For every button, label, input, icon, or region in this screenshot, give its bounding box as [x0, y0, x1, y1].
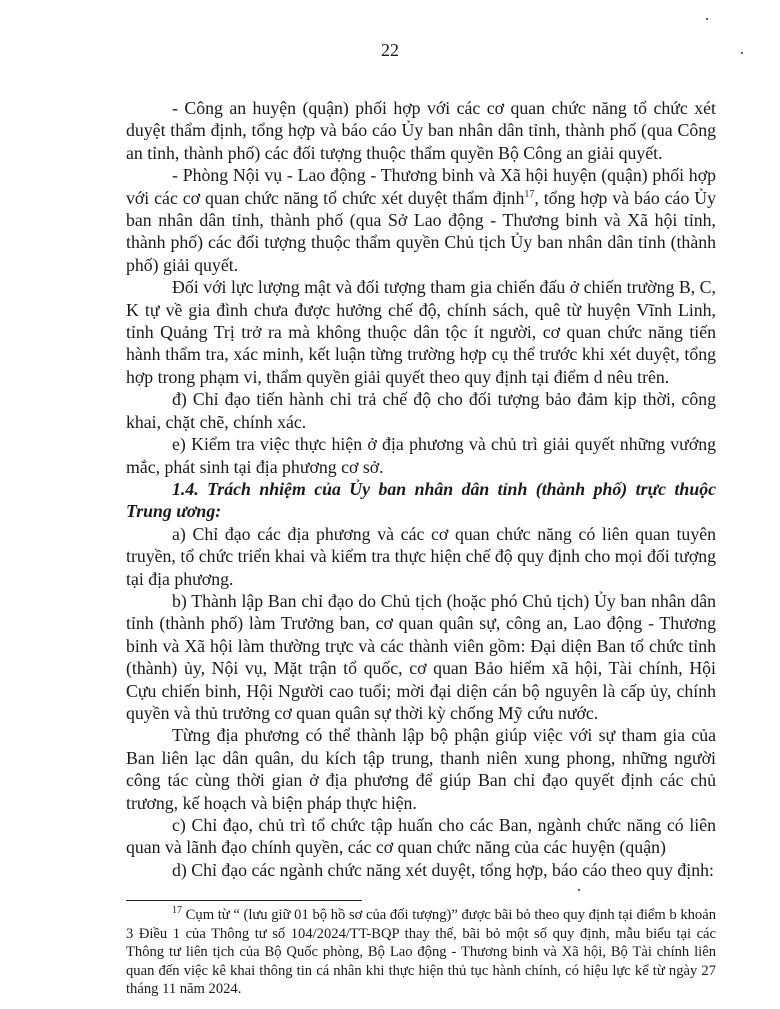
scan-speck — [578, 889, 580, 891]
paragraph: e) Kiểm tra việc thực hiện ở địa phương và chủ trì giải quyết những vướng mắc, phát sinh tại địa phương cơ sở. — [126, 434, 716, 477]
scan-speck — [741, 52, 743, 54]
paragraph: đ) Chỉ đạo tiến hành chi trả chế độ cho đối tượng bảo đảm kịp thời, công khai, chặt chẽ, chính xác. — [126, 389, 716, 432]
paragraph-part: , tổng hợp và báo cáo Ủy ban nhân dân tỉnh, thành phố (qua Sở Lao động - Thương binh và Xã hội tỉnh, thành phố) các đối tượng thuộc thẩm quyền Chủ tịch Ủy ban nhân dân tỉnh (thành phố) giải quyết. — [126, 187, 716, 275]
footnote-marker: 17 — [172, 905, 182, 917]
section-heading: 1.4. Trách nhiệm của Ủy ban nhân dân tỉnh (thành phố) trực thuộc Trung ương: — [126, 478, 716, 522]
footnote-text: Cụm từ “ (lưu giữ 01 bộ hồ sơ của đối tượng)” được bãi bỏ theo quy định tại điểm b khoản 3 Điều 1 của Thông tư số 104/2024/TT-BQP thay thế, bãi bỏ một số quy định, mẫu biểu tại các Thông tư liên tịch của Bộ Quốc phòng, Bộ Lao động - Thương binh và Xã hội, Bộ Tài chính liên quan đến việc kê khai thông tin cá nhân khi thực hiện thủ tục hành chính, có hiệu lực kể từ ngày 27 tháng 11 năm 2024. — [126, 907, 716, 998]
paragraph: d) Chỉ đạo các ngành chức năng xét duyệt, tổng hợp, báo cáo theo quy định: — [172, 859, 714, 880]
scan-speck — [706, 18, 708, 20]
paragraph-part: - Phòng Nội vụ - Lao động - Thương binh và Xã hội huyện (quận) phối hợp với các cơ quan chức năng tổ chức xét duyệt thẩm định — [126, 165, 716, 208]
footnote — [126, 906, 716, 999]
paragraph: - Công an huyện (quận) phối hợp với các cơ quan chức năng tổ chức xét duyệt thẩm định, tổng hợp và báo cáo Ủy ban nhân dân tỉnh, thành phố (qua Công an tỉnh, thành phố) các đối tượng thuộc thẩm quyền Bộ Công an giải quyết. — [126, 98, 716, 163]
paragraph: c) Chỉ đạo, chủ trì tổ chức tập huấn cho các Ban, ngành chức năng có liên quan và lãnh đạo chính quyền, các cơ quan chức năng của các huyện (quận) — [126, 815, 716, 858]
paragraph: a) Chỉ đạo các địa phương và các cơ quan chức năng có liên quan tuyên truyền, tổ chức triển khai và kiểm tra thực hiện chế độ quy định cho mọi đối tượng tại địa phương. — [126, 523, 716, 589]
footnote-separator — [126, 900, 362, 901]
footnote-paragraph — [126, 906, 716, 999]
paragraph: b) Thành lập Ban chỉ đạo do Chủ tịch (hoặc phó Chủ tịch) Ủy ban nhân dân tỉnh (thành phố) làm Trưởng ban, cơ quan quân sự, công an, Lao động - Thương binh và Xã hội làm thường trực và các thành viên gồm: Đại diện Ban tổ chức tỉnh (thành) ủy, Nội vụ, Mặt trận tổ quốc, cơ quan Bảo hiểm xã hội, Tài chính, Hội Cựu chiến binh, Hội Người cao tuổi; mời đại diện cán bộ nguyên là cấp ủy, chính quyền và thủ trưởng cơ quan quân sự thời kỳ chống Mỹ cứu nước. — [126, 590, 716, 723]
paragraph: Từng địa phương có thể thành lập bộ phận giúp việc với sự tham gia của Ban liên lạc dân quân, du kích tập trung, thanh niên xung phong, những người công tác cùng thời gian ở địa phương để giúp Ban chỉ đạo quyết định các chủ trương, kế hoạch và biện pháp thực hiện. — [126, 725, 716, 813]
page-number: 22 — [381, 40, 399, 60]
paragraph — [126, 164, 716, 276]
footnote-reference: 17 — [524, 188, 535, 200]
paragraph: Đối với lực lượng mật và đối tượng tham gia chiến đấu ở chiến trường B, C, K tự về gia đình chưa được hưởng chế độ, chính sách, quê từ huyện Vĩnh Linh, tỉnh Quảng Trị trở ra mà không thuộc dân tộc ít người, cơ quan chức năng tiến hành thẩm tra, xác minh, kết luận từng trường hợp cụ thể trước khi xét duyệt, tổng hợp trong phạm vi, thẩm quyền giải quyết theo quy định tại điểm d nêu trên. — [126, 277, 716, 387]
body-text — [126, 97, 716, 881]
